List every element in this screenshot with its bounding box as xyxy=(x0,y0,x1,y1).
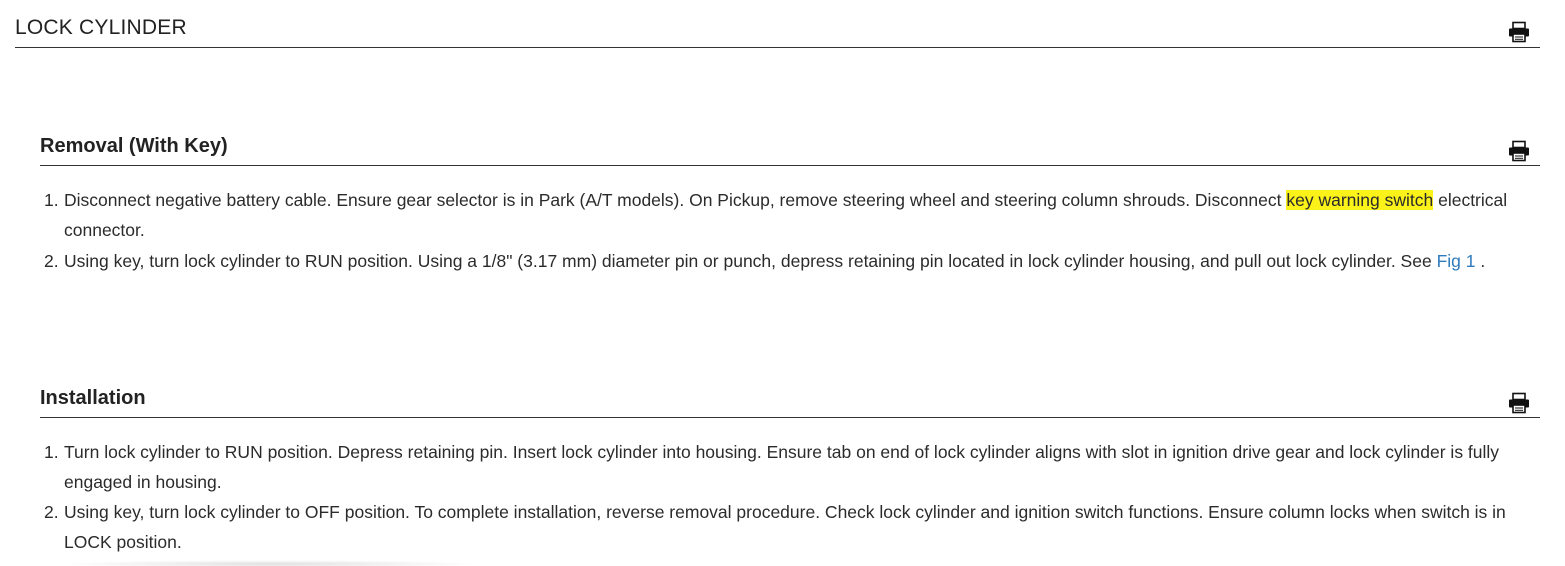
printer-icon[interactable] xyxy=(1508,140,1530,162)
installation-steps xyxy=(40,437,1540,557)
printer-icon[interactable] xyxy=(1508,21,1530,43)
step-text: Using key, turn lock cylinder to RUN position. Using a 1/8" (3.17 mm) diameter pin or punch, depress retaining pin located in lock cylinder housing, and pull out lock cylinder. See xyxy=(64,251,1437,271)
printer-icon[interactable] xyxy=(1508,392,1530,414)
list-item xyxy=(40,437,1540,497)
installation-section-header xyxy=(40,379,1540,418)
section-title-removal: Removal (With Key) xyxy=(40,135,228,157)
page-title: LOCK CYLINDER xyxy=(15,16,187,39)
page-header xyxy=(15,8,1540,48)
fig-1-link[interactable]: Fig 1 xyxy=(1436,251,1476,271)
step-text-end: electrical connector. xyxy=(64,190,1508,240)
step-text: Using key, turn lock cylinder to OFF position. To complete installation, reverse removal procedure. Check lock cylinder and ignition switch functions. Ensure column locks when switch is in LOCK position. xyxy=(64,502,1506,552)
step-text-end: . xyxy=(1475,251,1486,271)
list-item xyxy=(40,185,1540,245)
step-text: Disconnect negative battery cable. Ensure gear selector is in Park (A/T models). On Pickup, remove steering wheel and steering column shrouds. Disconnect xyxy=(64,190,1287,210)
step-number: 2. xyxy=(44,502,59,522)
scroll-shadow xyxy=(60,560,480,566)
step-text: Turn lock cylinder to RUN position. Depress retaining pin. Insert lock cylinder into housing. Ensure tab on end of lock cylinder aligns with slot in ignition drive gear and lock cylinder is fully engaged in housing. xyxy=(64,442,1500,492)
removal-steps xyxy=(40,185,1540,276)
removal-section-header xyxy=(40,127,1540,166)
section-title-installation: Installation xyxy=(40,387,146,409)
step-number: 1. xyxy=(44,190,59,210)
step-number: 1. xyxy=(44,442,59,462)
step-number: 2. xyxy=(44,251,59,271)
list-item xyxy=(40,246,1540,276)
highlighted-term: key warning switch xyxy=(1286,190,1434,210)
list-item xyxy=(40,497,1540,557)
